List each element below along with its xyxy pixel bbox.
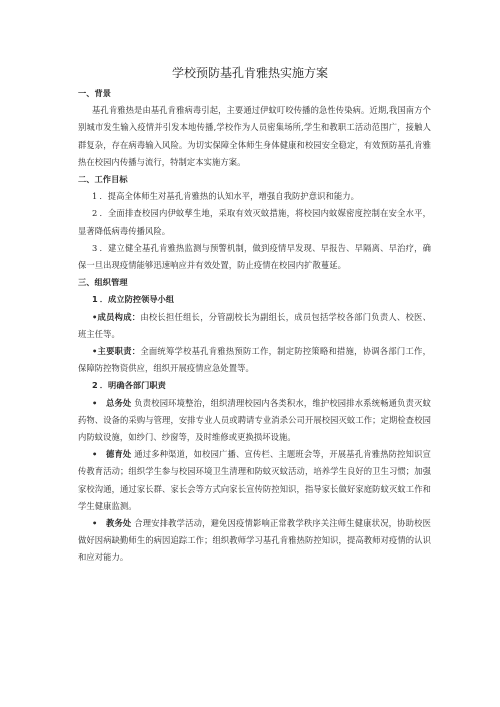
- subheading-text: ．明确各部门职责: [99, 380, 166, 391]
- section-heading-goals: 二、工作目标: [78, 174, 128, 185]
- dept-moral-education: [78, 446, 431, 515]
- member-composition-text: 由校长担任组长，分管副校长为副组长，成员包括学校各部门负责人、校医、班主任等。: [78, 311, 431, 339]
- member-composition-label: •成员构成：: [92, 311, 141, 322]
- goal-text: ．建立健全基孔肯雅热监测与预警机制，做到疫情早发现、早报告、早隔离、早治疗，确保一旦出现疫情能够迅速响应并有效处置，防止疫情在校园内扩散蔓延。: [78, 242, 431, 271]
- section-heading-background: 一、背景: [78, 88, 112, 98]
- dept-text: 负责校园环境整治，组织清理校园内各类积水，维护校园排水系统畅通负责灭蚊药物、设备的采购与管理，安排专业人员或聘请专业消杀公司开展校园灭蚊工作；定期检查校园内防蚊设施，如纱门、纱窗等，及时维修或更换损坏设施。: [78, 397, 431, 443]
- goal-number: 3: [92, 242, 98, 253]
- goal-item-2: [78, 205, 431, 239]
- main-duties-text: 全面统筹学校基孔肯雅热预防工作，制定防控策略和措施，协调各部门工作，保障防控物资供应，组织开展疫情应急处置等。: [78, 346, 431, 374]
- dept-label: • 德育处: [92, 449, 132, 460]
- document-title: 学校预防基孔肯雅热实施方案: [171, 66, 328, 80]
- subheading-number: 2: [92, 380, 98, 391]
- subheading-number: 1: [92, 294, 98, 305]
- main-duties: [78, 343, 431, 377]
- dept-label: • 总务处: [92, 397, 132, 408]
- dept-academic-affairs: [78, 515, 431, 567]
- goal-text: ．全面排查校园内伊蚊孳生地，采取有效灭蚊措施，将校园内蚊媒密度控制在安全水平，显著降低病毒传播风险。: [78, 208, 431, 236]
- background-paragraph: 基孔肯雅热是由基孔肯雅病毒引起，主要通过伊蚊叮咬传播的急性传染病。近期,我国南方个别城市发生输入疫情并引发本地传播,学校作为人员密集场所,学生和教职工活动范围广，接触人群复杂，存在病毒输入风险。为切实保障全体师生身体健康和校园安全稳定，有效预防基孔肯雅热在校园内传播与流行，特制定本实施方案。: [78, 105, 431, 167]
- subheading-text: ．成立防控领导小组: [99, 294, 175, 305]
- subheading-leadership-group: [78, 291, 431, 308]
- section-heading-organization: 三、组织管理: [78, 277, 128, 288]
- dept-text: 通过多种渠道，如校园广播、宣传栏、主题班会等，开展基孔肯雅热防控知识宣传教育活动；组织学生参与校园环境卫生清理和防蚊灭蚊活动，培养学生良好的卫生习惯；加强家校沟通，通过家长群、家长会等方式向家长宣传防控知识，指导家长做好家庭防蚊灭蚊工作和学生健康监测。: [78, 449, 431, 511]
- goal-text: ．提高全体师生对基孔肯雅热的认知水平，增强自我防护意识和能力。: [99, 191, 360, 202]
- dept-label: • 教务处: [92, 518, 132, 529]
- dept-general-affairs: [78, 395, 431, 447]
- goal-number: 2: [92, 208, 98, 219]
- document-body: [78, 85, 431, 567]
- goal-item-1: [78, 188, 431, 205]
- dept-text: 合理安排教学活动，避免因疫情影响正常教学秩序关注师生健康状况，协助校医做好因病缺勤师生的病因追踪工作；组织教师学习基孔肯雅热防控知识，提高教师对疫情的认识和应对能力。: [78, 518, 431, 563]
- goal-item-3: [78, 240, 431, 274]
- goal-number: 1: [92, 191, 98, 202]
- subheading-department-duties: [78, 377, 431, 394]
- member-composition: [78, 309, 431, 343]
- main-duties-label: •主要职责：: [92, 346, 141, 357]
